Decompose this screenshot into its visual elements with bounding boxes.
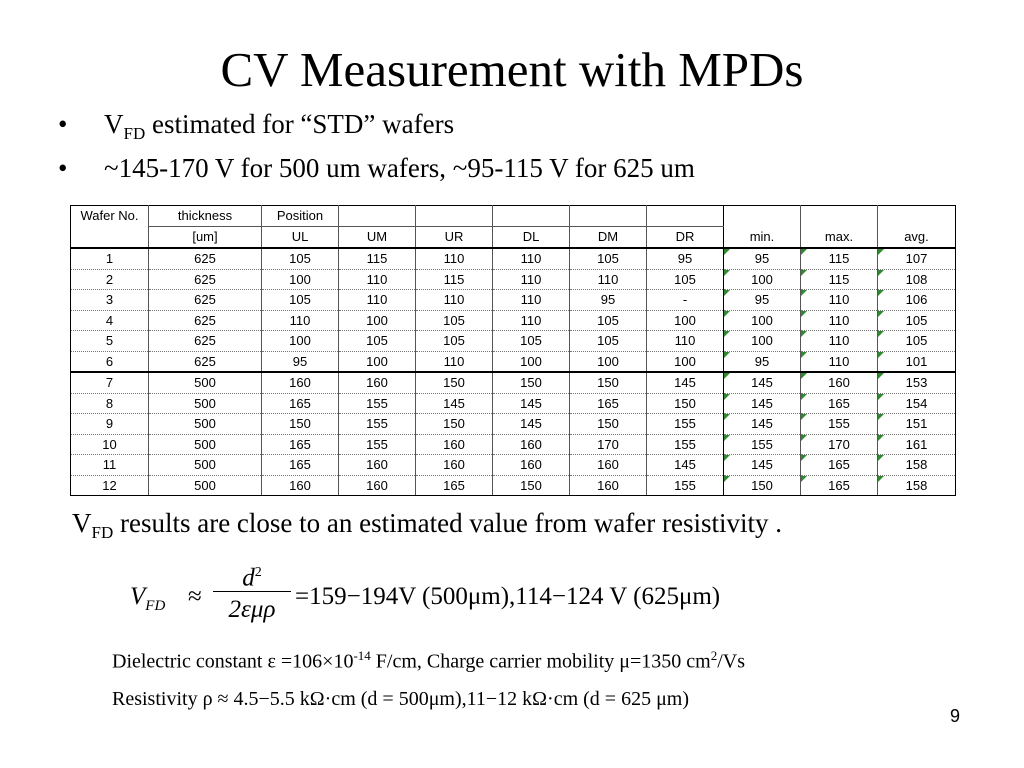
table-row (71, 248, 956, 269)
table-cell: 115 (339, 248, 416, 269)
table-cell: 165 (801, 475, 878, 496)
result-subscript: FD (91, 523, 114, 542)
table-cell: 160 (570, 475, 647, 496)
table-cell: 625 (149, 248, 262, 269)
table-cell: 150 (493, 372, 570, 393)
table-cell: 625 (149, 331, 262, 352)
header-cell (339, 206, 416, 227)
table-cell: 95 (570, 290, 647, 311)
header-cell: UM (339, 227, 416, 249)
equation-approx: ≈ (188, 583, 202, 610)
numerator-exponent: 2 (254, 565, 262, 580)
table-cell: 95 (262, 351, 339, 372)
wafer-number-cell: 5 (71, 331, 149, 352)
table-cell: 170 (801, 434, 878, 455)
table-cell: 101 (878, 351, 956, 372)
header-cell: Wafer No. (71, 206, 149, 227)
table-cell: 154 (878, 393, 956, 414)
table-cell: 155 (647, 434, 724, 455)
table-cell: 160 (262, 475, 339, 496)
table-row (71, 372, 956, 393)
table-cell: 150 (724, 475, 801, 496)
table-cell: 500 (149, 414, 262, 435)
page-number: 9 (950, 706, 961, 726)
header-cell: DM (570, 227, 647, 249)
result-sentence (72, 508, 783, 542)
table-cell: 110 (262, 310, 339, 331)
equation-lhs-symbol: V (130, 583, 146, 610)
table-cell: 145 (724, 372, 801, 393)
header-cell: [um] (149, 227, 262, 249)
table-cell: 110 (801, 351, 878, 372)
table-cell: 100 (339, 310, 416, 331)
table-cell: 150 (416, 414, 493, 435)
table-cell: 145 (647, 455, 724, 476)
header-cell (801, 206, 878, 227)
table-cell: 110 (339, 290, 416, 311)
table-cell: 145 (647, 372, 724, 393)
table-cell: 105 (339, 331, 416, 352)
wafer-number-cell: 10 (71, 434, 149, 455)
table-cell: 165 (416, 475, 493, 496)
table-cell: 165 (801, 455, 878, 476)
table-cell: 105 (878, 310, 956, 331)
table-cell: 160 (416, 434, 493, 455)
table-cell: 105 (493, 331, 570, 352)
table-cell: 170 (570, 434, 647, 455)
equation-lhs (130, 583, 165, 615)
wafer-table-container (70, 205, 956, 496)
table-cell: 110 (801, 310, 878, 331)
table-cell: 625 (149, 310, 262, 331)
table-cell: 105 (570, 331, 647, 352)
table-cell: 158 (878, 455, 956, 476)
table-cell: 165 (262, 434, 339, 455)
table-cell: 105 (570, 248, 647, 269)
equation-rhs: =159−194V (500μm),114−124 V (625μm) (295, 583, 721, 610)
table-cell: 145 (724, 414, 801, 435)
header-cell (724, 206, 801, 227)
table-cell: 160 (493, 455, 570, 476)
table-row (71, 393, 956, 414)
header-row (71, 206, 956, 227)
header-cell (493, 206, 570, 227)
table-cell: 145 (493, 414, 570, 435)
table-cell: 150 (493, 475, 570, 496)
table-cell: 105 (570, 310, 647, 331)
table-cell: 105 (416, 310, 493, 331)
table-cell: 110 (493, 269, 570, 290)
table-cell: 145 (724, 393, 801, 414)
table-cell: 110 (801, 290, 878, 311)
table-cell: 110 (801, 331, 878, 352)
table-cell: 115 (801, 269, 878, 290)
slide-title: CV Measurement with MPDs (220, 42, 804, 97)
result-prefix: V (72, 508, 92, 538)
equation-fraction (213, 555, 291, 628)
constants-text-3: /Vs (717, 650, 745, 673)
constants-text: Dielectric constant ε =106×10 (112, 650, 354, 673)
table-cell: 625 (149, 269, 262, 290)
header-cell (570, 206, 647, 227)
table-header (71, 206, 956, 249)
table-cell: 500 (149, 393, 262, 414)
table-row (71, 475, 956, 496)
table-cell: 155 (801, 414, 878, 435)
equation-denominator: 2εμρ (228, 596, 276, 623)
table-cell: 165 (801, 393, 878, 414)
header-cell: thickness (149, 206, 262, 227)
table-cell: 165 (570, 393, 647, 414)
table-cell: 110 (647, 331, 724, 352)
table-cell: 110 (416, 290, 493, 311)
header-cell: Position (262, 206, 339, 227)
table-cell: 100 (647, 351, 724, 372)
header-cell: avg. (878, 227, 956, 249)
equation-numerator (213, 555, 291, 591)
table-cell: 105 (647, 269, 724, 290)
table-row (71, 455, 956, 476)
wafer-number-cell: 9 (71, 414, 149, 435)
header-cell: min. (724, 227, 801, 249)
table-cell: 105 (262, 290, 339, 311)
wafer-number-cell: 8 (71, 393, 149, 414)
table-cell: 95 (647, 248, 724, 269)
table-cell: 155 (339, 393, 416, 414)
table-cell: 150 (570, 372, 647, 393)
table-cell: 155 (647, 475, 724, 496)
numerator-symbol: d (242, 564, 255, 592)
bullet-prefix: V (104, 109, 124, 139)
result-text: results are close to an estimated value from wafer resistivity . (113, 508, 783, 538)
wafer-vfd-table (70, 205, 956, 496)
table-cell: 115 (416, 269, 493, 290)
header-cell: DR (647, 227, 724, 249)
table-cell: 155 (339, 414, 416, 435)
table-cell: 115 (801, 248, 878, 269)
bullet-text: ~145-170 V for 500 um wafers, ~95-115 V for 625 um (104, 153, 695, 183)
header-cell (878, 206, 956, 227)
table-cell: 100 (724, 269, 801, 290)
table-row (71, 414, 956, 435)
bullet-subscript: FD (123, 124, 146, 143)
table-cell: 110 (570, 269, 647, 290)
table-row (71, 269, 956, 290)
table-cell: 165 (262, 455, 339, 476)
wafer-number-cell: 3 (71, 290, 149, 311)
table-cell: 100 (570, 351, 647, 372)
table-cell: 625 (149, 290, 262, 311)
bullet-dot: • (58, 153, 68, 183)
header-cell (416, 206, 493, 227)
table-cell: 106 (878, 290, 956, 311)
bullet-list (58, 104, 695, 192)
header-cell (71, 227, 149, 249)
table-cell: 160 (570, 455, 647, 476)
table-cell: - (647, 290, 724, 311)
table-cell: 110 (493, 310, 570, 331)
header-cell (647, 206, 724, 227)
table-cell: 160 (339, 372, 416, 393)
wafer-number-cell: 2 (71, 269, 149, 290)
bullet-item (58, 148, 695, 188)
bullet-text: estimated for “STD” wafers (145, 109, 455, 139)
table-cell: 100 (724, 310, 801, 331)
table-cell: 105 (262, 248, 339, 269)
table-cell: 160 (339, 475, 416, 496)
table-cell: 95 (724, 290, 801, 311)
table-cell: 151 (878, 414, 956, 435)
table-cell: 155 (339, 434, 416, 455)
table-cell: 95 (724, 248, 801, 269)
table-cell: 500 (149, 372, 262, 393)
table-cell: 107 (878, 248, 956, 269)
table-cell: 150 (647, 393, 724, 414)
equation-lhs-subscript: FD (145, 598, 166, 614)
table-cell: 100 (724, 331, 801, 352)
constants-text-2: F/cm, Charge carrier mobility μ=1350 cm (370, 650, 711, 673)
wafer-number-cell: 1 (71, 248, 149, 269)
table-cell: 150 (570, 414, 647, 435)
table-cell: 500 (149, 455, 262, 476)
table-cell: 160 (801, 372, 878, 393)
table-cell: 110 (416, 351, 493, 372)
table-cell: 160 (416, 455, 493, 476)
table-row (71, 290, 956, 311)
table-cell: 100 (262, 269, 339, 290)
table-cell: 95 (724, 351, 801, 372)
header-cell: UR (416, 227, 493, 249)
table-row (71, 331, 956, 352)
table-cell: 158 (878, 475, 956, 496)
table-cell: 160 (493, 434, 570, 455)
table-cell: 153 (878, 372, 956, 393)
constants-exponent: -14 (353, 648, 371, 663)
wafer-number-cell: 11 (71, 455, 149, 476)
table-cell: 145 (724, 455, 801, 476)
wafer-number-cell: 7 (71, 372, 149, 393)
wafer-number-cell: 6 (71, 351, 149, 372)
table-cell: 145 (493, 393, 570, 414)
constants-exponent-2: 2 (710, 648, 718, 663)
wafer-number-cell: 4 (71, 310, 149, 331)
table-cell: 155 (724, 434, 801, 455)
table-cell: 500 (149, 434, 262, 455)
table-cell: 105 (416, 331, 493, 352)
header-cell: max. (801, 227, 878, 249)
table-cell: 110 (339, 269, 416, 290)
table-cell: 100 (647, 310, 724, 331)
table-cell: 625 (149, 351, 262, 372)
table-cell: 160 (339, 455, 416, 476)
resistivity-line: Resistivity ρ ≈ 4.5−5.5 kΩ·cm (d = 500μm),11−12 kΩ·cm (d = 625 μm) (112, 688, 690, 710)
header-cell: DL (493, 227, 570, 249)
header-cell: UL (262, 227, 339, 249)
bullet-dot: • (58, 109, 68, 139)
table-cell: 145 (416, 393, 493, 414)
table-cell: 500 (149, 475, 262, 496)
header-row (71, 227, 956, 249)
bullet-item (58, 104, 695, 144)
table-cell: 100 (262, 331, 339, 352)
table-cell: 160 (262, 372, 339, 393)
table-cell: 150 (416, 372, 493, 393)
table-body (71, 248, 956, 496)
table-row (71, 351, 956, 372)
table-cell: 110 (493, 290, 570, 311)
constants-line (112, 648, 745, 674)
table-cell: 100 (493, 351, 570, 372)
table-cell: 150 (262, 414, 339, 435)
table-cell: 110 (416, 248, 493, 269)
table-cell: 100 (339, 351, 416, 372)
table-cell: 108 (878, 269, 956, 290)
wafer-number-cell: 12 (71, 475, 149, 496)
table-cell: 105 (878, 331, 956, 352)
table-cell: 165 (262, 393, 339, 414)
table-row (71, 434, 956, 455)
table-row (71, 310, 956, 331)
table-cell: 161 (878, 434, 956, 455)
table-cell: 110 (493, 248, 570, 269)
table-cell: 155 (647, 414, 724, 435)
